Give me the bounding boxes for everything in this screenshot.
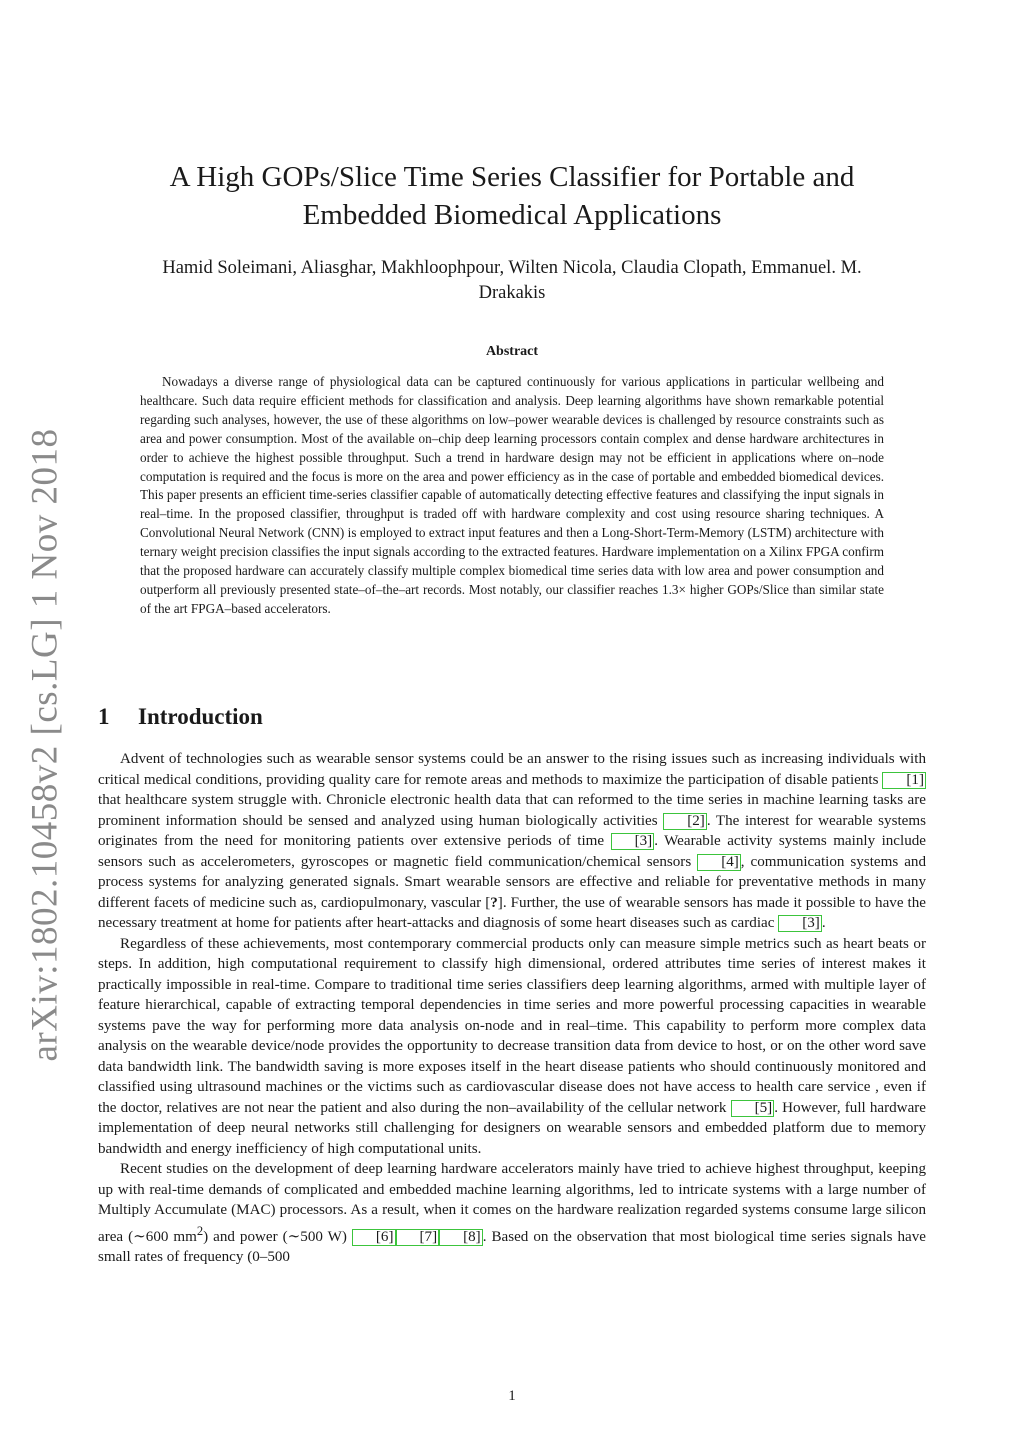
citation-link[interactable]: [3] — [611, 833, 655, 850]
citation-link[interactable]: [2] — [663, 813, 707, 830]
superscript: 2 — [196, 1223, 204, 1238]
citation-link[interactable]: [8] — [439, 1229, 483, 1246]
paper-title: A High GOPs/Slice Time Series Classifier for Portable and Embedded Biomedical Applications — [169, 161, 855, 231]
paragraph-text: ]. Further, the use of wearable sensors has made it possible to have the necessary treatment at home for patients after heart-attacks and diagnosis of some heart diseases such as cardiac — [98, 894, 926, 931]
paragraph-text: . Based on the observation that most biological time series signals have small rates of frequency (0–500 — [98, 1228, 926, 1266]
abstract-heading: Abstract — [485, 344, 539, 359]
paragraph — [98, 934, 926, 1160]
paragraph-text: , communication systems and process systems for analyzing generated signals. Smart wearable sensors are effective and reliable for preventative methods in many different facets of medicine such as, cardiopulmonary, vascular [ — [98, 853, 926, 911]
author-list: Hamid Soleimani, Aliasghar, Makhloophpour, Wilten Nicola, Claudia Clopath, Emmanuel. M. Drakakis — [162, 258, 862, 303]
section-number: 1 — [98, 704, 110, 729]
page-number: 1 — [508, 1388, 516, 1404]
paragraph — [98, 749, 926, 934]
section-heading — [98, 704, 263, 730]
arxiv-identifier-text: arXiv:1802.10458v2 [cs.LG] 1 Nov 2018 — [24, 428, 66, 1062]
paragraph-text: . However, full hardware implementation of deep neural networks still challenging for designers on wearable sensors and embedded platform due to memory bandwidth and energy inefficiency of high computational units. — [98, 1099, 927, 1157]
citation-link[interactable]: [3] — [778, 915, 822, 932]
paragraph-text: . Wearable activity systems mainly include sensors such as accelerometers, gyroscopes or magnetic field communication/chemical sensors — [98, 833, 926, 870]
section-title: Introduction — [138, 704, 263, 729]
paragraph-text: Advent of technologies such as wearable sensor systems could be an answer to the rising issues such as increasing individuals with critical medical conditions, providing quality care for remote areas and methods to maximize the participation of disable patients — [98, 751, 926, 788]
unresolved-citation: ? — [490, 894, 498, 911]
paragraph-text: Regardless of these achievements, most contemporary commercial products only can measure simple metrics such as heart beats or steps. In addition, high computational requirement to classify high dimensional, ordered attributes time series of interest makes it practically impossible in real-time. Compare to traditional time series classifiers deep learning algorithms, armed with multiple layer of feature hierarchical, capable of extracting temporal dependencies in time series and more powerful processing capacities in wearable systems pave the way for performing more data analysis on-node and in real–time. This capability to perform more complex data analysis on the wearable device/node provides the opportunity to decrease transition data from device to host, or on the other word save data bandwidth link. The bandwidth saving is more exposes itself in the heart disease patients who should continuously monitored and classified using ultrasound machines or the victims such as cardiovascular disease does not have access to health care service , even if the doctor, relatives are not near the patient and also during the non–availability of the cellular network — [98, 935, 926, 1116]
citation-link[interactable]: [6] — [352, 1229, 396, 1246]
paragraph — [98, 1159, 926, 1268]
citation-link[interactable]: [4] — [697, 854, 741, 871]
paragraph-text: . — [821, 915, 826, 931]
introduction-body — [98, 749, 926, 1268]
paragraph-text: that healthcare system struggle with. Chronicle electronic health data that can reformed to the time series in machine learning tasks are prominent information should be sensed and analyzed using human biologically activities — [98, 792, 926, 829]
citation-link[interactable]: [7] — [396, 1229, 440, 1246]
abstract-text: Nowadays a diverse range of physiological data can be captured continuously for various applications in particular wellbeing and healthcare. Such data require efficient methods for classification and analysis. Deep learning algorithms have shown remarkable potential regarding such analyses, however, the use of these algorithms on low–power wearable devices is challenged by resource constraints such as area and power consumption. Most of the available on–chip deep learning processors contain complex and dense hardware architectures in order to achieve the highest possible throughput. Such a trend in hardware design may not be efficient in applications where on–node computation is required and the focus is more on the area and power efficiency as in the case of portable and embedded biomedical devices. This paper presents an efficient time-series classifier capable of automatically detecting effective features and classifying the input signals in real–time. In the proposed classifier, throughput is traded off with hardware complexity and cost using resource sharing techniques. A Convolutional Neural Network (CNN) is employed to extract input features and then a Long-Short-Term-Memory (LSTM) architecture with ternary weight precision classifies the input signals according to the extracted features. Hardware implementation on a Xilinx FPGA confirm that the proposed hardware can accurately classify multiple complex biomedical time series data with low area and power consumption and outperform all previously presented state–of–the–art records. Most notably, our classifier reaches 1.3× higher GOPs/Slice than similar state of the art FPGA–based accelerators. — [140, 374, 884, 616]
citation-link[interactable]: [1] — [882, 772, 926, 789]
paragraph-text: Recent studies on the development of deep learning hardware accelerators mainly have tried to achieve highest throughput, keeping up with real-time demands of complicated and embedded machine learning algorithms, led to intricate systems with a large number of Multiply Accumulate (MAC) processors. As a result, when it comes on the hardware realization regarded systems consume large silicon area (∼600 mm — [98, 1161, 926, 1245]
paragraph-text: . The interest for wearable systems originates from the need for monitoring patients over extensive periods of time — [98, 812, 926, 849]
paragraph-text: ) and power (∼500 W) — [203, 1228, 352, 1245]
citation-link[interactable]: [5] — [731, 1100, 775, 1117]
